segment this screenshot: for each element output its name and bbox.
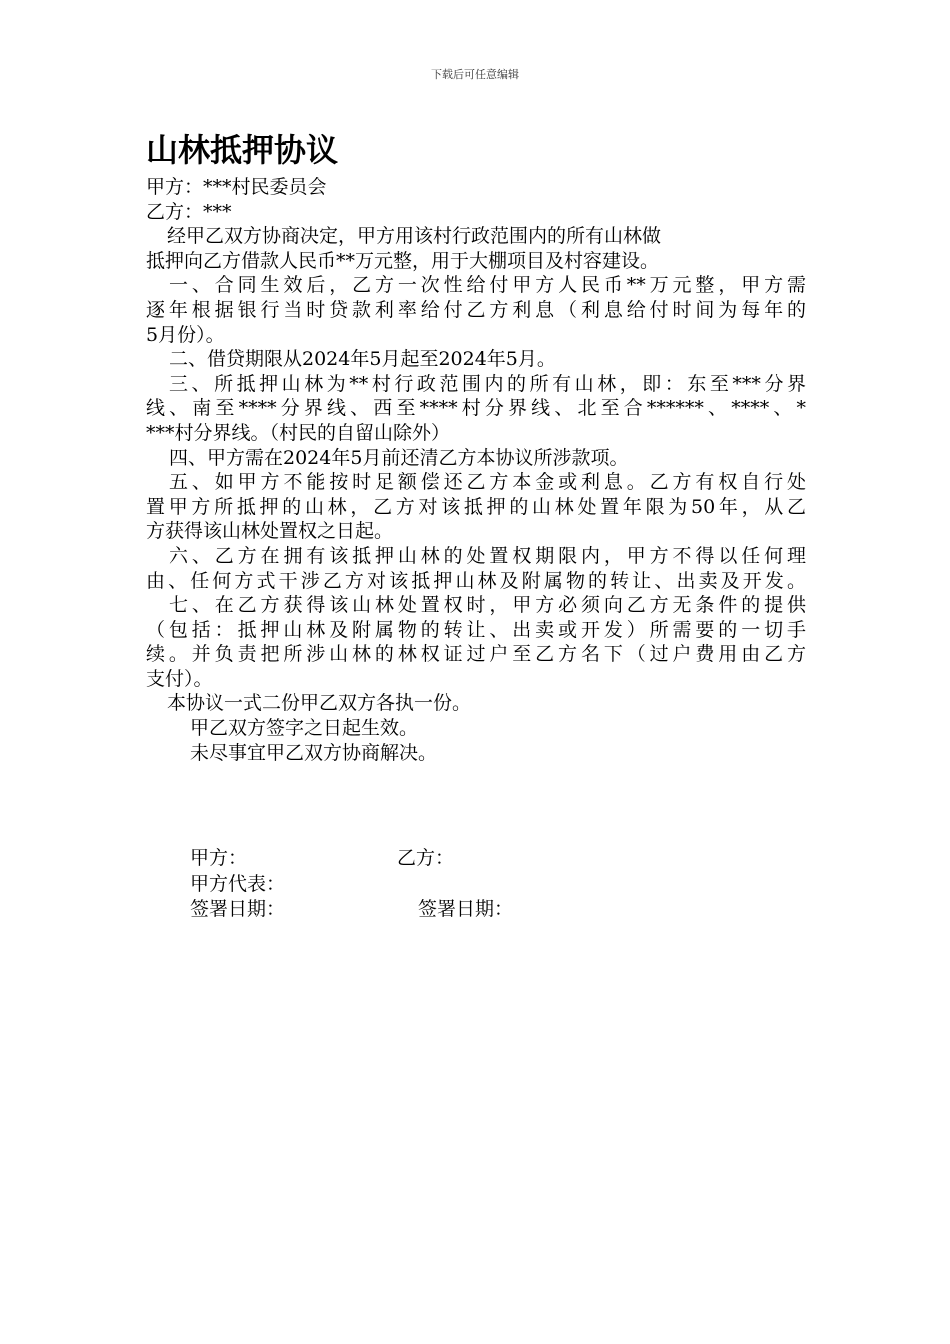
clause-2 xyxy=(146,347,806,372)
clause-line: 三、所抵押山林为**村行政范围内的所有山林，即：东至***分界 xyxy=(169,372,806,395)
clause-line: 支付）。 xyxy=(146,667,213,690)
clause-line: 置甲方所抵押的山林，乙方对该抵押的山林处置年限为50年，从乙 xyxy=(146,495,806,518)
preamble-line: 抵押向乙方借款人民币**万元整，用于大棚项目及村容建设。 xyxy=(146,249,660,272)
party-b-signature-label: 乙方： xyxy=(397,847,455,869)
clause-line: 六、乙方在拥有该抵押山林的处置权期限内，甲方不得以任何理 xyxy=(169,544,806,567)
clause-3 xyxy=(146,372,806,446)
clause-line: 线、南至****分界线、西至****村分界线、北至合******、****、* xyxy=(146,397,806,420)
clause-7 xyxy=(146,593,806,691)
copies-note: 本协议一式二份甲乙双方各执一份。 xyxy=(167,692,472,715)
clause-line: 二、借贷期限从2024年5月起至2024年5月。 xyxy=(169,348,556,371)
party-a-date-label: 签署日期： xyxy=(190,898,286,920)
clause-line: 由、任何方式干涉乙方对该抵押山林及附属物的转让、出卖及开发。 xyxy=(146,569,806,592)
clause-line: ***村分界线。（村民的自留山除外） xyxy=(146,421,451,444)
party-a-line: 甲方：***村民委员会 xyxy=(146,176,327,198)
clause-4 xyxy=(146,446,806,471)
clause-line: 逐年根据银行当时贷款利率给付乙方利息（利息给付时间为每年的 xyxy=(146,298,806,321)
clause-line: 续。并负责把所涉山林的林权证过户至乙方名下（过户费用由乙方 xyxy=(146,643,806,666)
clause-6 xyxy=(146,544,806,593)
clause-5 xyxy=(146,470,806,544)
preamble-paragraph xyxy=(146,224,806,273)
clause-line: 四、甲方需在2024年5月前还清乙方本协议所涉款项。 xyxy=(169,446,629,469)
party-a-signature-label: 甲方： xyxy=(190,847,248,869)
document-title: 山林抵押协议 xyxy=(146,131,339,169)
header-note: 下载后可任意编辑 xyxy=(431,68,519,81)
party-a-representative-label: 甲方代表： xyxy=(190,873,286,895)
clause-line: 5月份）。 xyxy=(146,323,225,346)
clause-1 xyxy=(146,273,806,347)
unresolved-note: 未尽事宜甲乙双方协商解决。 xyxy=(190,741,438,764)
preamble-line: 经甲乙双方协商决定，甲方用该村行政范围内的所有山林做 xyxy=(167,225,662,248)
clause-line: 方获得该山林处置权之日起。 xyxy=(146,520,394,543)
party-b-date-label: 签署日期： xyxy=(418,898,514,920)
clause-line: 五、如甲方不能按时足额偿还乙方本金或利息。乙方有权自行处 xyxy=(169,471,806,494)
clause-line: 七、在乙方获得该山林处置权时，甲方必须向乙方无条件的提供 xyxy=(169,594,806,617)
clause-line: （包括：抵押山林及附属物的转让、出卖或开发）所需要的一切手 xyxy=(146,618,806,641)
clause-line: 一、合同生效后，乙方一次性给付甲方人民币**万元整，甲方需 xyxy=(169,274,806,297)
agreement-body xyxy=(146,175,806,765)
effective-note: 甲乙双方签字之日起生效。 xyxy=(190,717,419,740)
party-b-line: 乙方：*** xyxy=(146,200,232,223)
